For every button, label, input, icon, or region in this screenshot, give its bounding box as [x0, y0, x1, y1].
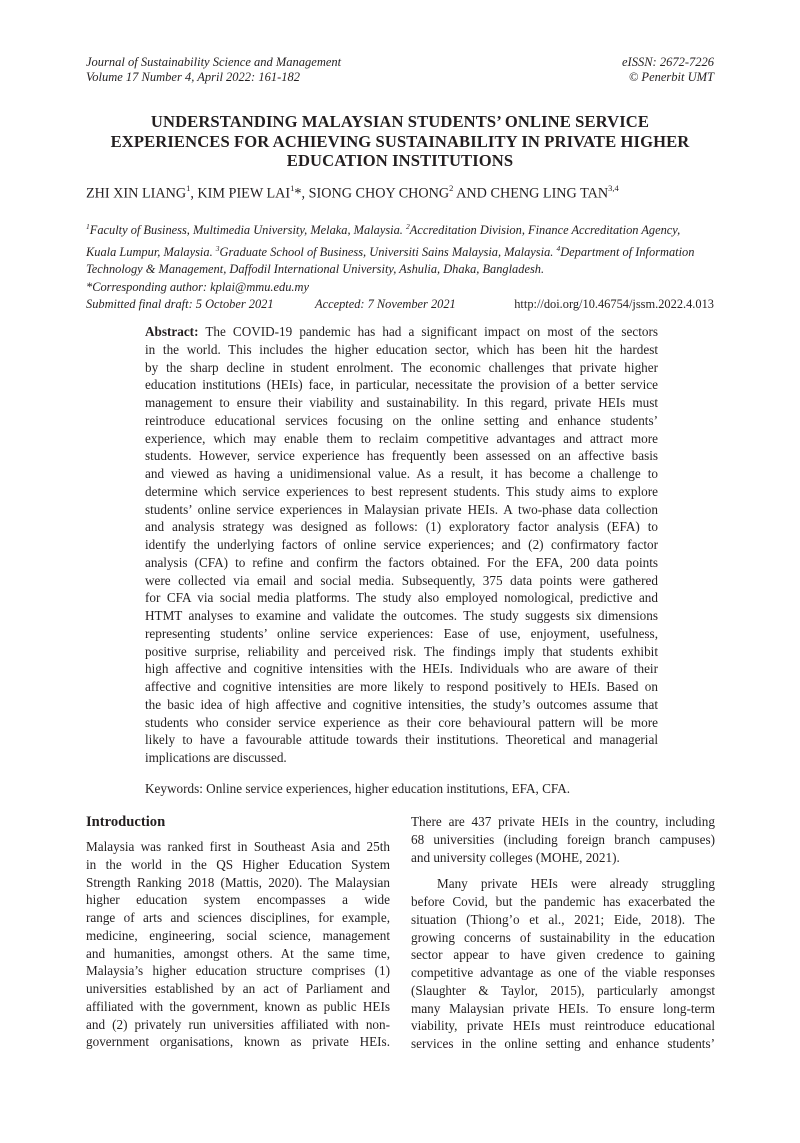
body-text-line: and university colleges (MOHE, 2021).	[411, 849, 620, 865]
keywords: Keywords: Online service experiences, higher education institutions, EFA, CFA.	[145, 781, 571, 796]
body-text-line: Malaysia was ranked first in Southeast Asia and 25th	[86, 839, 390, 854]
submission-dates	[86, 296, 714, 313]
abstract-line: representing students’ online service experiences: Ease of use, enjoyment, usefulness,	[145, 625, 658, 641]
affiliation-mark: 2	[406, 222, 410, 231]
abstract-line: Abstract: The COVID-19 pandemic has had a significant impact on most of the sectors	[145, 324, 658, 339]
body-text-line: and humanities, amongst others. At the same time,	[86, 945, 390, 961]
abstract-line: students who consider service experience as their core behavioural pattern will be more	[145, 714, 658, 730]
journal-name: Journal of Sustainability Science and Management	[86, 55, 342, 69]
abstract-line: positive surprise, reliability and perceived risk. The findings imply that students exhibit	[145, 643, 658, 659]
journal-header-left	[86, 55, 341, 85]
title-line: EDUCATION INSTITUTIONS	[286, 151, 514, 170]
journal-eissn: eISSN: 2672-7226	[622, 55, 714, 69]
body-text-line: medicine, engineering, social science, management	[86, 927, 390, 943]
abstract-line: determine which service experiences to best represent students. This study aims to explore	[145, 483, 658, 499]
section-heading-introduction: Introduction	[86, 814, 166, 830]
abstract-line: and viewed as having a unidimensional value. As a result, it has become a challenge to	[145, 466, 658, 481]
body-text-line: There are 437 private HEIs in the country, including	[411, 814, 715, 829]
affiliation-text: Kuala Lumpur, Malaysia.	[86, 244, 216, 259]
body-text-line: Malaysia’s higher education structure comprises (1)	[86, 963, 390, 979]
accepted-date: Accepted: 7 November 2021	[315, 297, 456, 311]
author-separator: ,	[190, 185, 198, 202]
abstract	[145, 323, 658, 767]
body-text-line: growing concerns of sustainability in the education	[411, 929, 715, 945]
abstract-line: analysis (CFA) to refine and confirm the factors obtained. For the EFA, 200 data points	[145, 554, 658, 570]
affiliation-line	[86, 240, 716, 262]
abstract-line: education institutions (HEIs) face, in particular, necessitate the provision of a better service	[145, 377, 658, 393]
body-text-line: competitive advantage as one of the viable responses	[411, 965, 715, 980]
abstract-line: high affective and cognitive intensities with the HEIs. Individuals who are aware of their	[145, 661, 658, 677]
affiliations	[86, 218, 716, 278]
body-text-line: (Slaughter & Taylor, 2015), particularly amongst	[411, 982, 715, 998]
body-text-line: services in the online setting and enhance students’	[411, 1036, 715, 1051]
abstract-line: for CFA via social media platforms. The study also employed nomological, predictive and	[145, 590, 658, 606]
body-text-line: and (2) privately run universities affiliated with non-	[86, 1016, 390, 1032]
affiliation-text: Graduate School of Business, Universiti Sains Malaysia, Malaysia.	[219, 244, 557, 259]
author-name: SIONG CHOY CHONG	[308, 185, 450, 202]
author-name: CHENG LING TAN	[490, 185, 609, 202]
title-line: UNDERSTANDING MALAYSIAN STUDENTS’ ONLINE SERVICE	[150, 112, 650, 131]
abstract-line: students. However, service experience has frequently been assessed on an affective basis	[145, 448, 658, 464]
affiliation-mark: 3	[215, 243, 220, 253]
corresponding-author: *Corresponding author: kplai@mmu.edu.my	[86, 280, 309, 294]
body-text-line: affiliated with the government, known as public HEIs	[86, 998, 390, 1014]
abstract-line: reintroduce educational services focusing on the online setting and enhance students’	[145, 412, 658, 428]
affiliation-mark: 4	[556, 243, 561, 253]
abstract-label: Abstract:	[145, 324, 199, 339]
abstract-line: the basic idea of high affective and cognitive intensities, the study’s outcomes assume that	[145, 696, 658, 712]
abstract-line: identify the underlying factors of online service experiences; and (2) confirmatory factor	[145, 537, 658, 552]
body-text-line: many Malaysian private HEIs. To ensure long-term	[411, 1000, 715, 1016]
affiliation-mark: 1	[86, 222, 90, 231]
affiliation-line	[86, 218, 716, 240]
submitted-date: Submitted final draft: 5 October 2021	[86, 297, 274, 311]
body-text-line: sector appear to have given credence to gaining	[411, 947, 715, 963]
author-name: ZHI XIN LIANG	[86, 185, 187, 202]
abstract-line: HTMT analyses to examine and validate the outcomes. The study suggests six dimensions	[145, 608, 658, 623]
body-text-line: situation (Thiong’o et al., 2021; Eide, 2018). The	[411, 911, 715, 927]
journal-volume: Volume 17 Number 4, April 2022: 161-182	[86, 70, 300, 84]
body-text-line: universities established by an act of Parliament and	[86, 981, 390, 996]
author-list	[86, 180, 714, 203]
abstract-line: were collected via email and social media. Subsequently, 375 data points were gathered	[145, 572, 658, 588]
body-text-line: higher education system encompasses a wide	[86, 892, 390, 908]
body-column-right	[411, 813, 715, 1053]
paper-title	[86, 112, 714, 171]
author-name: KIM PIEW LAI	[197, 185, 291, 202]
abstract-line: experience, which may enable them to reclaim competitive advantages and attract more	[145, 430, 658, 446]
title-line: EXPERIENCES FOR ACHIEVING SUSTAINABILITY IN PRIVATE HIGHER	[110, 131, 690, 151]
body-text-line: 68 universities (including foreign branch campuses)	[411, 831, 715, 847]
abstract-line: likely to have a favourable attitude towards their institutions. Theoretical and managerial	[145, 732, 658, 748]
abstract-line: and analysis strategy was designed as follows: (1) exploratory factor analysis (EFA) to	[145, 519, 658, 535]
author-affiliation-mark: 2	[449, 183, 454, 193]
body-text-line: government organisations, known as private HEIs.	[86, 1034, 390, 1050]
abstract-line: by the sharp decline in student enrolment. The economic challenges that private higher	[145, 359, 658, 375]
body-text-line: range of arts and sciences disciplines, for example,	[86, 910, 390, 925]
doi-link[interactable]: http://doi.org/10.46754/jssm.2022.4.013	[514, 297, 714, 311]
body-column-left	[86, 813, 390, 1051]
author-affiliation-mark: 1	[186, 183, 191, 193]
affiliation-line	[86, 261, 716, 278]
body-text-line: in the world in the QS Higher Education System	[86, 856, 390, 872]
paragraph-gap	[411, 866, 715, 875]
affiliation-text: Faculty of Business, Multimedia University, Melaka, Malaysia.	[89, 223, 406, 238]
journal-header-right	[622, 55, 714, 85]
affiliation-text: Accreditation Division, Finance Accreditation Agency,	[409, 223, 681, 238]
abstract-line: students’ online service experiences in Malaysian private HEIs. A two-phase data collection	[145, 501, 658, 517]
author-affiliation-mark: 3,4	[608, 183, 619, 193]
abstract-line: implications are discussed.	[145, 750, 287, 765]
body-text-line: Strength Ranking 2018 (Mattis, 2020). The Malaysian	[86, 874, 390, 890]
body-text-line: viability, private HEIs must reintroduce educational	[411, 1018, 715, 1034]
author-separator: AND	[453, 185, 491, 202]
author-separator: *,	[294, 185, 309, 202]
affiliation-text: Department of Information	[560, 244, 695, 259]
author-affiliation-mark: 1	[290, 183, 295, 193]
abstract-line: in the world. This includes the higher education sector, which has been hit the hardest	[145, 341, 658, 357]
journal-publisher: © Penerbit UMT	[628, 70, 714, 84]
body-text-line: before Covid, but the pandemic has exacerbated the	[411, 894, 715, 909]
abstract-line: affective and cognitive intensities are more likely to respond positively to HEIs. Based on	[145, 679, 658, 694]
affiliation-text: Technology & Management, Daffodil International University, Ashulia, Dhaka, Bangladesh.	[86, 262, 545, 277]
body-text-line: Many private HEIs were already struggling	[437, 876, 715, 892]
abstract-line: management to ensure their viability and sustainability. In this regard, private HEIs must	[145, 395, 658, 410]
